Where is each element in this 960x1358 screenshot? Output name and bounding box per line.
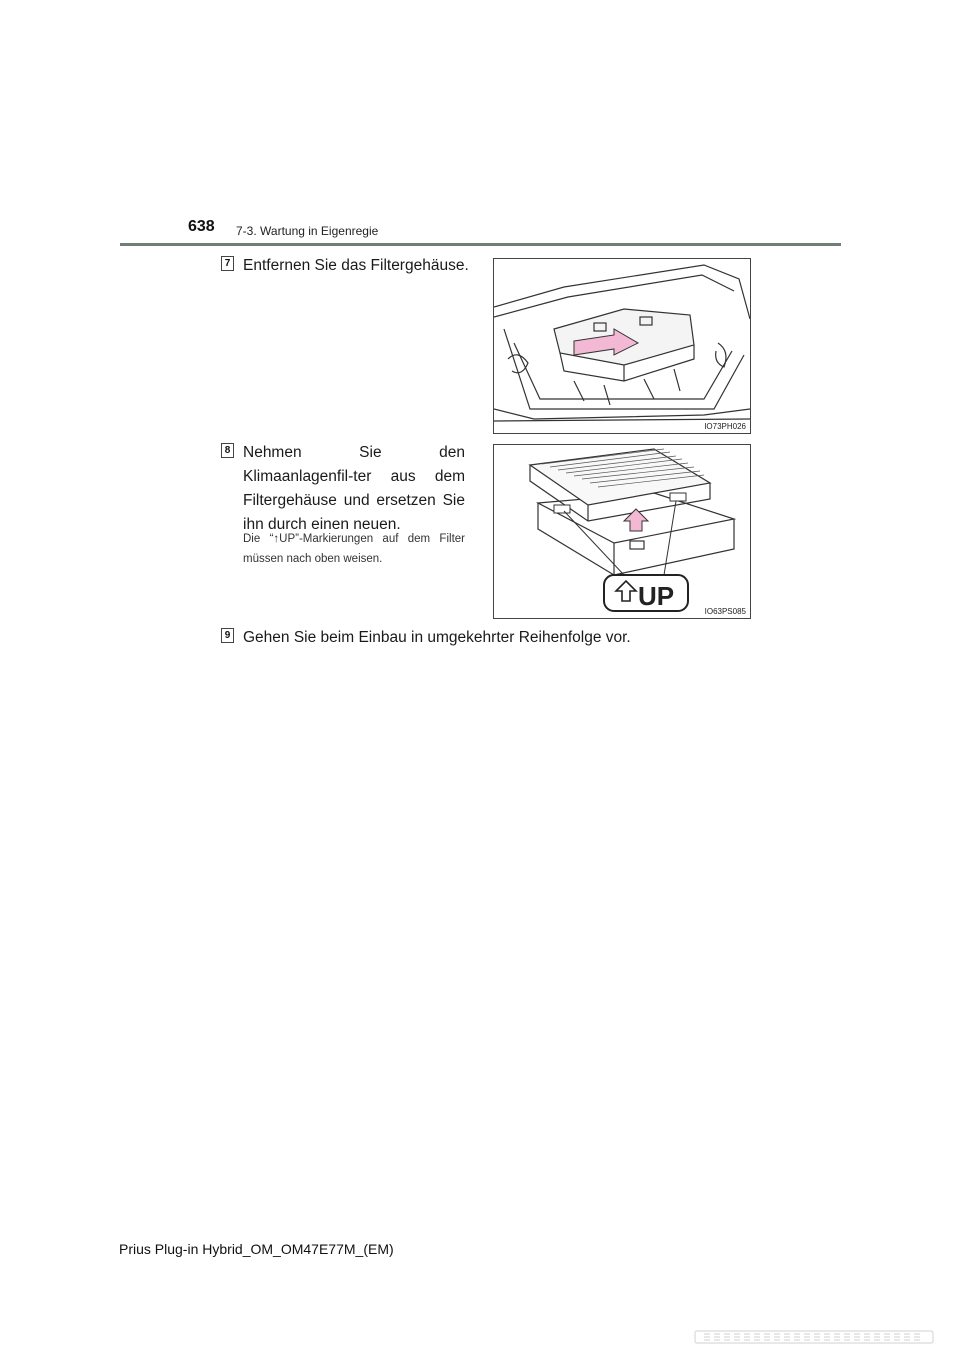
- figure-filter-housing: [493, 258, 751, 434]
- page-number: 638: [188, 218, 215, 235]
- step-8-badge: 8: [221, 443, 234, 458]
- figure-code: IO63PS085: [704, 607, 746, 616]
- header-rule: [120, 243, 841, 246]
- section-title: 7-3. Wartung in Eigenregie: [236, 224, 379, 238]
- step-7-badge: 7: [221, 256, 234, 271]
- figure-cabin-filter: [493, 444, 751, 619]
- document-id: Prius Plug-in Hybrid_OM_OM47E77M_(EM): [119, 1241, 394, 1257]
- step-8-text: Nehmen Sie den Klimaanlagenfil-ter aus dem Filtergehäuse und ersetzen Sie ihn durch einen neuen.: [243, 444, 465, 533]
- cabin-filter-illustration: [494, 445, 750, 618]
- insert-direction-arrow: [624, 509, 648, 531]
- up-label-text: UP: [638, 581, 675, 611]
- step-8-note: Die “↑UP”-Markierungen auf dem Filter müssen nach oben weisen.: [243, 533, 465, 565]
- figure-code: IO73PH026: [704, 422, 746, 431]
- watermark-logo-icon: [694, 1330, 934, 1344]
- step-9-text: Gehen Sie beim Einbau in umgekehrter Reihenfolge vor.: [243, 629, 631, 646]
- step-7-text: Entfernen Sie das Filtergehäuse.: [243, 257, 469, 274]
- filter-housing-illustration: [494, 259, 750, 433]
- step-9-badge: 9: [221, 628, 234, 643]
- site-watermark: [694, 1330, 934, 1344]
